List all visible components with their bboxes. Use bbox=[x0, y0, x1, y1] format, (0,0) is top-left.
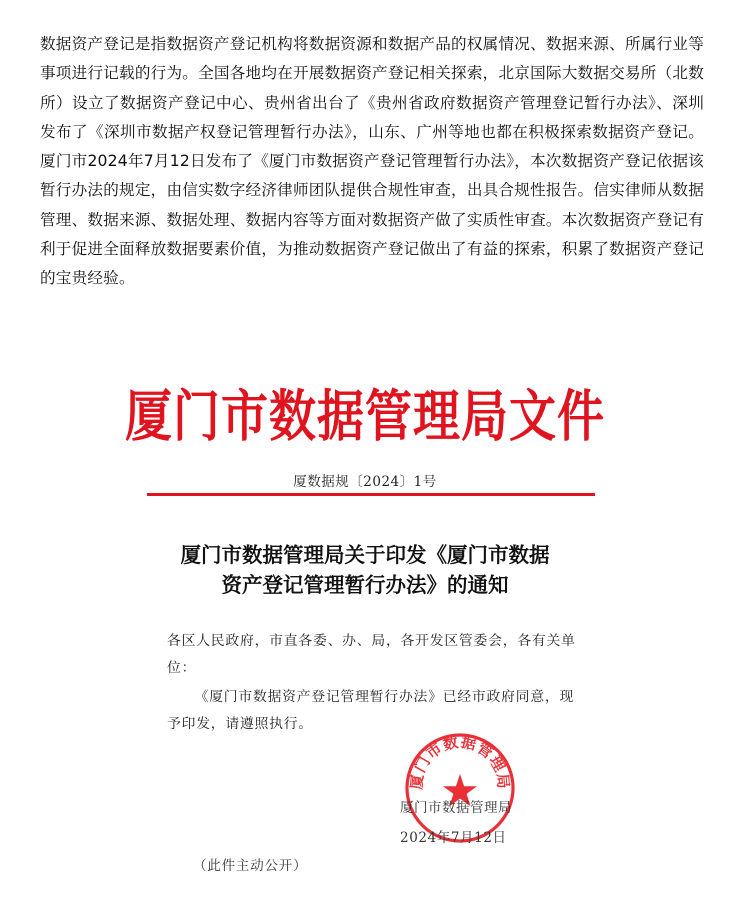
notice-title bbox=[0, 540, 730, 600]
notice-title-line-1: 厦门市数据管理局关于印发《厦门市数据 bbox=[180, 543, 550, 567]
issue-date: 2024年7月12日 bbox=[400, 830, 507, 846]
disclosure-note: （此件主动公开） bbox=[193, 858, 308, 874]
seal-text: 厦门市数据管理局 bbox=[407, 732, 513, 791]
document-number: 厦数据规〔2024〕1号 bbox=[293, 474, 437, 490]
intro-paragraph: 数据资产登记是指数据资产登记机构将数据资源和数据产品的权属情况、数据来源、所属行业等事项进行记载的行为。全国各地均在开展数据资产登记相关探索，北京国际大数据交易所（北数所）设立了数据资产登记中心、贵州省出台了《贵州省政府数据资产管理登记暂行办法》、深圳发布了《深圳市数据产权登记管理暂行办法》，山东、广州等地也都在积极探索数据资产登记。厦门市2024年7月12日发布了《厦门市数据资产登记管理暂行办法》，本次数据资产登记依据该暂行办法的规定，由信实数字经济律师团队提供合规性审查，出具合规性报告。信实律师从数据管理、数据来源、数据处理、数据内容等方面对数据资产做了实质性审查。本次数据资产登记有利于促进全面释放数据要素价值，为推动数据资产登记做出了有益的探索，积累了数据资产登记的宝贵经验。 bbox=[40, 35, 704, 288]
issuer-name: 厦门市数据管理局 bbox=[400, 800, 512, 816]
addressee: 各区人民政府，市直各委、办、局，各开发区管委会，各有关单位： bbox=[167, 633, 576, 676]
red-divider-line bbox=[147, 493, 595, 496]
notice-content: 《厦门市数据资产登记管理暂行办法》已经市政府同意，现予印发，请遵照执行。 bbox=[167, 689, 575, 732]
official-document bbox=[0, 360, 730, 902]
document-header-title: 厦门市数据管理局文件 bbox=[125, 384, 605, 450]
notice-title-line-2: 资产登记管理暂行办法》的通知 bbox=[221, 573, 509, 597]
